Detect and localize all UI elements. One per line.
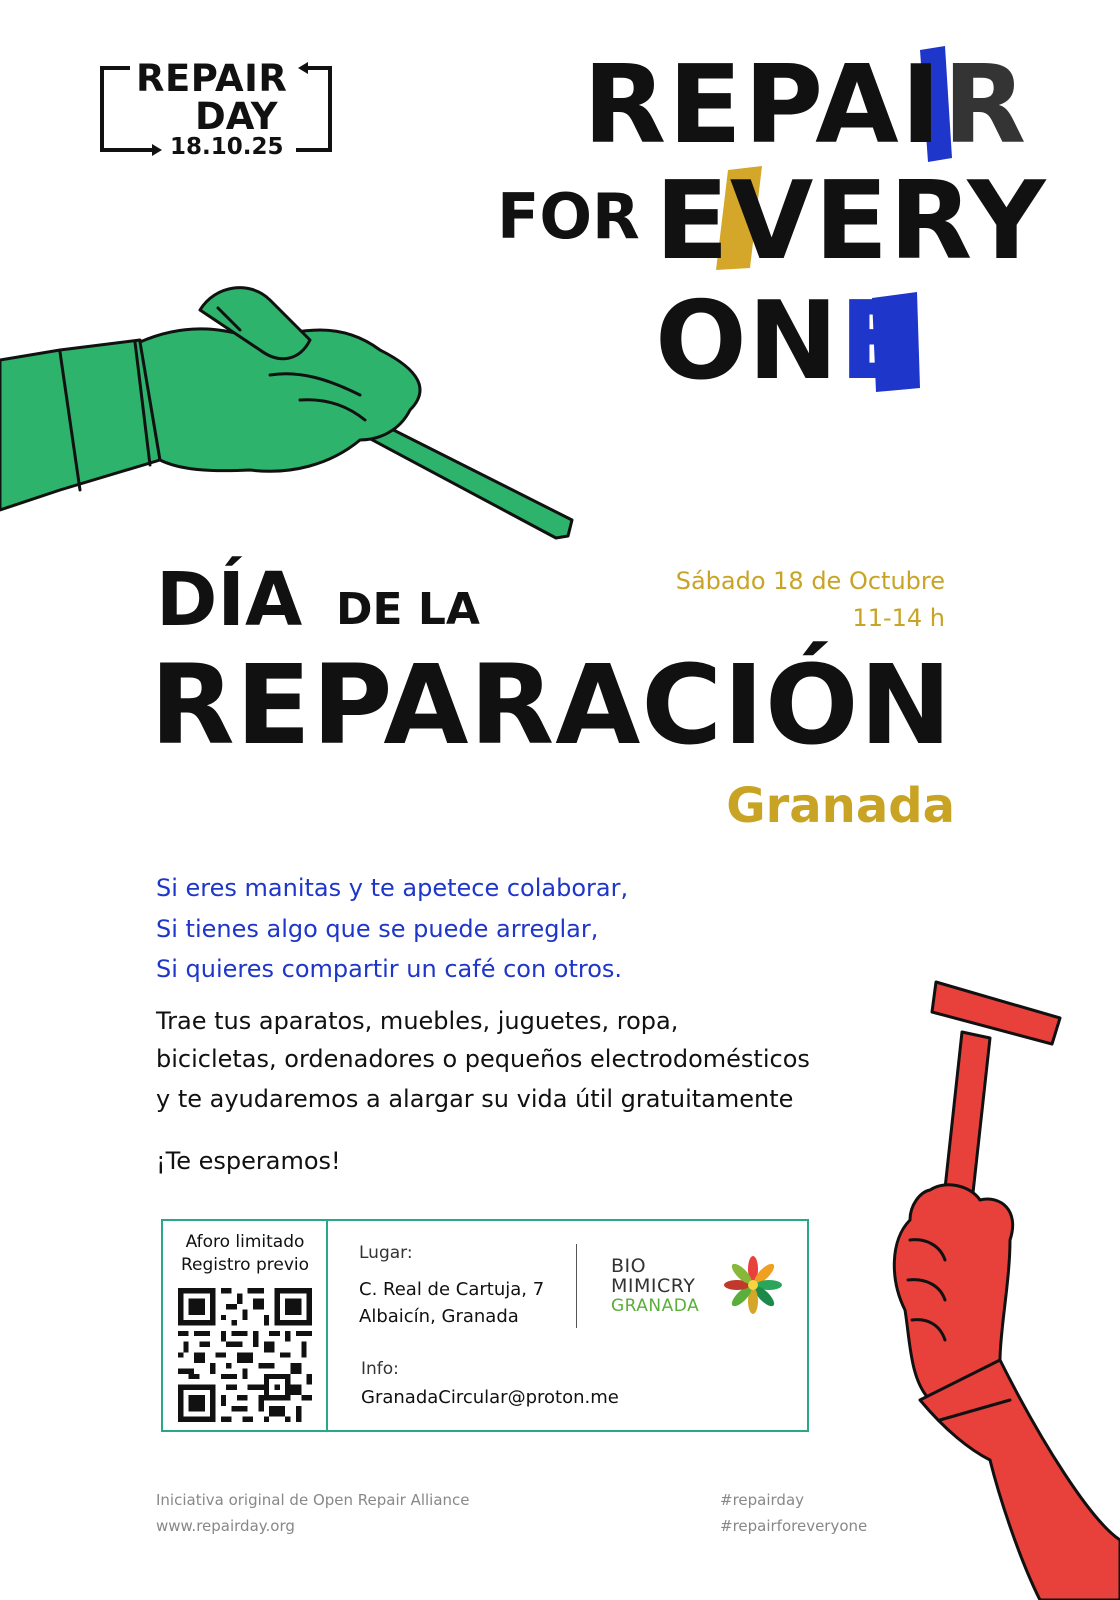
title-reparacion: REPARACIÓN [150,641,953,769]
bio-text: BIO [611,1255,647,1277]
logo-day-text: DAY [195,95,278,138]
title-de-la: DE LA [336,584,480,635]
aforo-text: Aforo limitado [185,1232,305,1252]
invite-line: Si quieres compartir un café con otros. [156,955,623,983]
body-line: Trae tus aparatos, muebles, juguetes, ropa, [156,1007,679,1035]
footer-credit: Iniciativa original de Open Repair Alliance [156,1491,470,1509]
info-label: Info: [361,1359,399,1379]
footer-hashtag: #repairday [720,1491,805,1509]
headline-one: ONE [655,279,914,404]
info-box-divider [326,1219,328,1432]
place-line: Albaicín, Granada [359,1306,519,1327]
contact-email[interactable]: GranadaCircular@proton.me [361,1387,619,1408]
headline-repair: REPAIR [583,43,1029,168]
mimicry-text: MIMICRY [611,1275,696,1297]
registration-qr-code[interactable] [178,1288,312,1422]
footer-url[interactable]: www.repairday.org [156,1517,295,1535]
closing-text: ¡Te esperamos! [156,1147,341,1175]
green-hand-screwdriver-illustration [0,280,600,550]
registro-text: Registro previo [180,1255,309,1275]
headline-for: FOR [497,180,640,253]
registration-note [165,1231,325,1277]
red-hand-hammer-illustration [850,980,1120,1600]
biomimicry-leaf-icon [720,1256,786,1314]
invite-line: Si tienes algo que se puede arreglar, [156,915,599,943]
logo-date-text: 18.10.25 [170,134,284,160]
place-line: C. Real de Cartuja, 7 [359,1279,545,1300]
headline-every: EVERY [655,159,1047,284]
logo-repair-text: REPAIR [136,57,288,100]
event-day: Sábado 18 de Octubre [675,567,945,595]
event-time: 11-14 h [852,604,945,632]
info-separator [576,1244,577,1328]
body-line: y te ayudaremos a alargar su vida útil gratuitamente [156,1085,794,1113]
place-label: Lugar: [359,1243,413,1263]
granada-text: GRANADA [611,1296,700,1316]
biomimicry-logo [611,1256,699,1316]
invite-line: Si eres manitas y te apetece colaborar, [156,874,629,902]
body-line: bicicletas, ordenadores o pequeños electrodomésticos [156,1045,810,1073]
event-city: Granada [726,778,955,834]
footer-hashtag: #repairforeveryone [720,1517,868,1535]
title-dia: DÍA [156,557,303,643]
